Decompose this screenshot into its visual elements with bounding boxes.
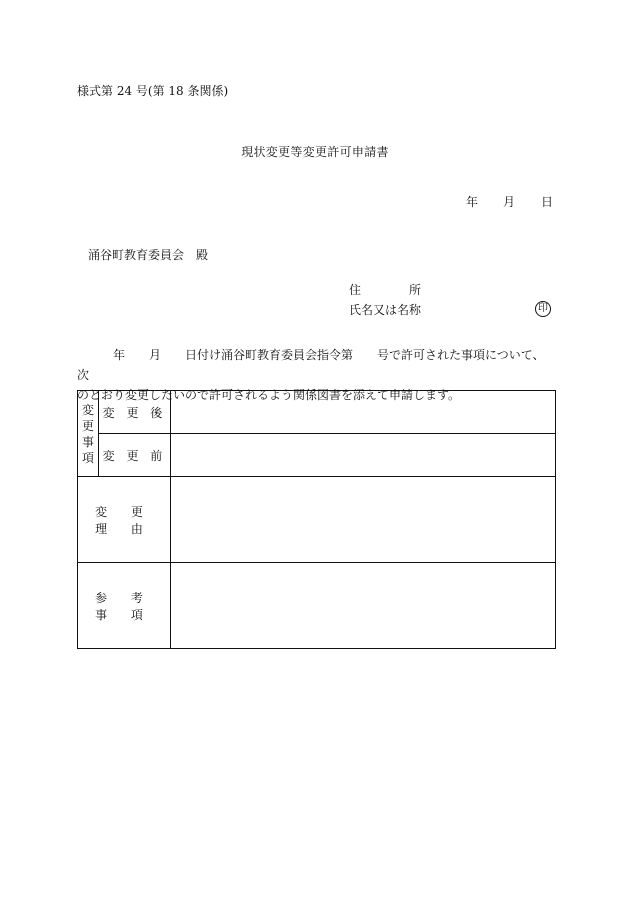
seal-mark: 印 bbox=[535, 301, 551, 317]
change-items-char: 項 bbox=[81, 450, 94, 465]
before-change-label: 変 更 前 bbox=[99, 434, 171, 477]
document-title: 現状変更等変更許可申請書 bbox=[241, 145, 389, 159]
address-label: 住 所 bbox=[349, 283, 422, 297]
form-number: 様式第 24 号(第 18 条関係) bbox=[77, 84, 229, 98]
date-month-label: 月 bbox=[503, 195, 516, 209]
name-label: 氏名又は名称 bbox=[349, 303, 422, 317]
addressee: 涌谷町教育委員会 殿 bbox=[88, 248, 209, 262]
body-line-2: のとおり変更したいので許可されるよう関係図書を添えて申請します。 bbox=[77, 388, 461, 402]
after-change-label: 変 更 後 bbox=[99, 391, 171, 434]
table-row bbox=[78, 391, 556, 434]
after-change-field[interactable] bbox=[171, 391, 556, 434]
change-items-label bbox=[78, 391, 99, 477]
change-reason-label: 変 更 理 由 bbox=[78, 477, 171, 563]
table-row bbox=[78, 434, 556, 477]
notes-label: 参 考 事 項 bbox=[78, 563, 171, 649]
notes-field[interactable] bbox=[171, 563, 556, 649]
before-change-field[interactable] bbox=[171, 434, 556, 477]
body-line-1: 年 月 日付け涌谷町教育委員会指令第 号で許可された事項について、次 bbox=[77, 348, 545, 382]
date-year-label: 年 bbox=[466, 195, 479, 209]
change-reason-field[interactable] bbox=[171, 477, 556, 563]
change-items-char: 変 bbox=[81, 402, 94, 417]
table-row bbox=[78, 477, 556, 563]
change-items-char: 事 bbox=[81, 434, 94, 449]
date-line bbox=[466, 196, 553, 208]
date-day-label: 日 bbox=[541, 195, 554, 209]
change-items-char: 更 bbox=[81, 418, 94, 433]
application-table bbox=[77, 390, 556, 649]
table-row bbox=[78, 563, 556, 649]
